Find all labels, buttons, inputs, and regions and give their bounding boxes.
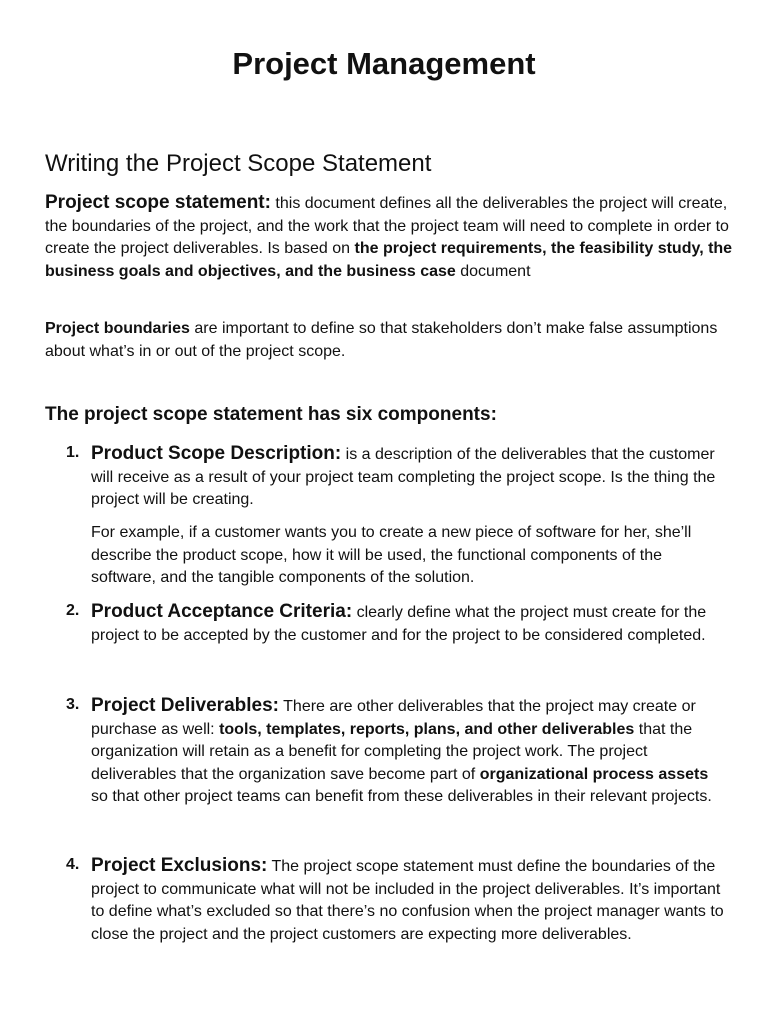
- list-item-body: [91, 855, 726, 946]
- boundaries-text: are important to define so that stakeholders don’t make false assumptions about what’s in or out of the project scope.: [45, 320, 718, 360]
- intro-bold-1: the project requirements, the feasibility study, the business goals and objectives, and the business case: [45, 240, 733, 280]
- list-item: [66, 443, 726, 512]
- list-item: [66, 601, 726, 647]
- list-item: [66, 855, 726, 946]
- section-heading: Writing the Project Scope Statement: [45, 150, 432, 177]
- list-item-number: 1.: [66, 444, 80, 461]
- list-item-text: is a description of the deliverables that the customer will receive as a result of your project team completing the project scope. Is the thing the project will be creating.: [91, 446, 716, 508]
- list-item-text: The project scope statement must define the boundaries of the project to communicate what will not be included in the project deliverables. It’s important to define what’s excluded so that there’s no confusion when the project manager wants to close the project and the project customers are expecting more deliverables.: [91, 858, 724, 943]
- list-item-title: Project Exclusions:: [91, 855, 268, 876]
- list-item-text: clearly define what the project must create for the project to be accepted by the customer and for the project to be considered completed.: [91, 604, 707, 644]
- list-item-body: [91, 443, 726, 512]
- intro-text-1: this document defines all the deliverables the project will create, the boundaries of the project, and the work that the project team will need to complete in order to create the project deliverables. Is based on: [45, 195, 729, 257]
- page-title: Project Management: [232, 46, 536, 81]
- components-heading: The project scope statement has six components:: [45, 404, 497, 425]
- intro-paragraph: [45, 192, 735, 283]
- list-item-text-2: that the organization will retain as a benefit for completing the project work. The project deliverables that the organization save become part of: [91, 720, 693, 783]
- intro-text-2: document: [455, 262, 531, 280]
- list-item-bold-1: tools, templates, reports, plans, and other deliverables: [219, 720, 635, 738]
- list-item-text-1: There are other deliverables that the project may create or purchase as well:: [91, 698, 696, 738]
- intro-lead: Project scope statement:: [45, 192, 271, 213]
- boundaries-paragraph: [45, 318, 735, 363]
- list-item-body: [91, 695, 726, 809]
- list-item-title: Product Acceptance Criteria:: [91, 601, 353, 622]
- list-item-number: 4.: [66, 856, 80, 873]
- boundaries-bold: Project boundaries: [45, 320, 190, 337]
- list-item-text-3: so that other project teams can benefit from these deliverables in their relevant projects.: [91, 788, 712, 805]
- list-item-bold-2: organizational process assets: [479, 765, 709, 783]
- list-item-title: Project Deliverables:: [91, 695, 279, 716]
- list-item-number: 3.: [66, 696, 80, 713]
- example-paragraph: For example, if a customer wants you to create a new piece of software for her, she’ll describe the product scope, how it will be used, the functional components of the software, and the tangible components of the solution.: [91, 524, 692, 586]
- list-item-title: Product Scope Description:: [91, 443, 342, 464]
- list-item-body: [91, 601, 726, 647]
- list-item-number: 2.: [66, 602, 80, 619]
- list-item: [66, 695, 726, 809]
